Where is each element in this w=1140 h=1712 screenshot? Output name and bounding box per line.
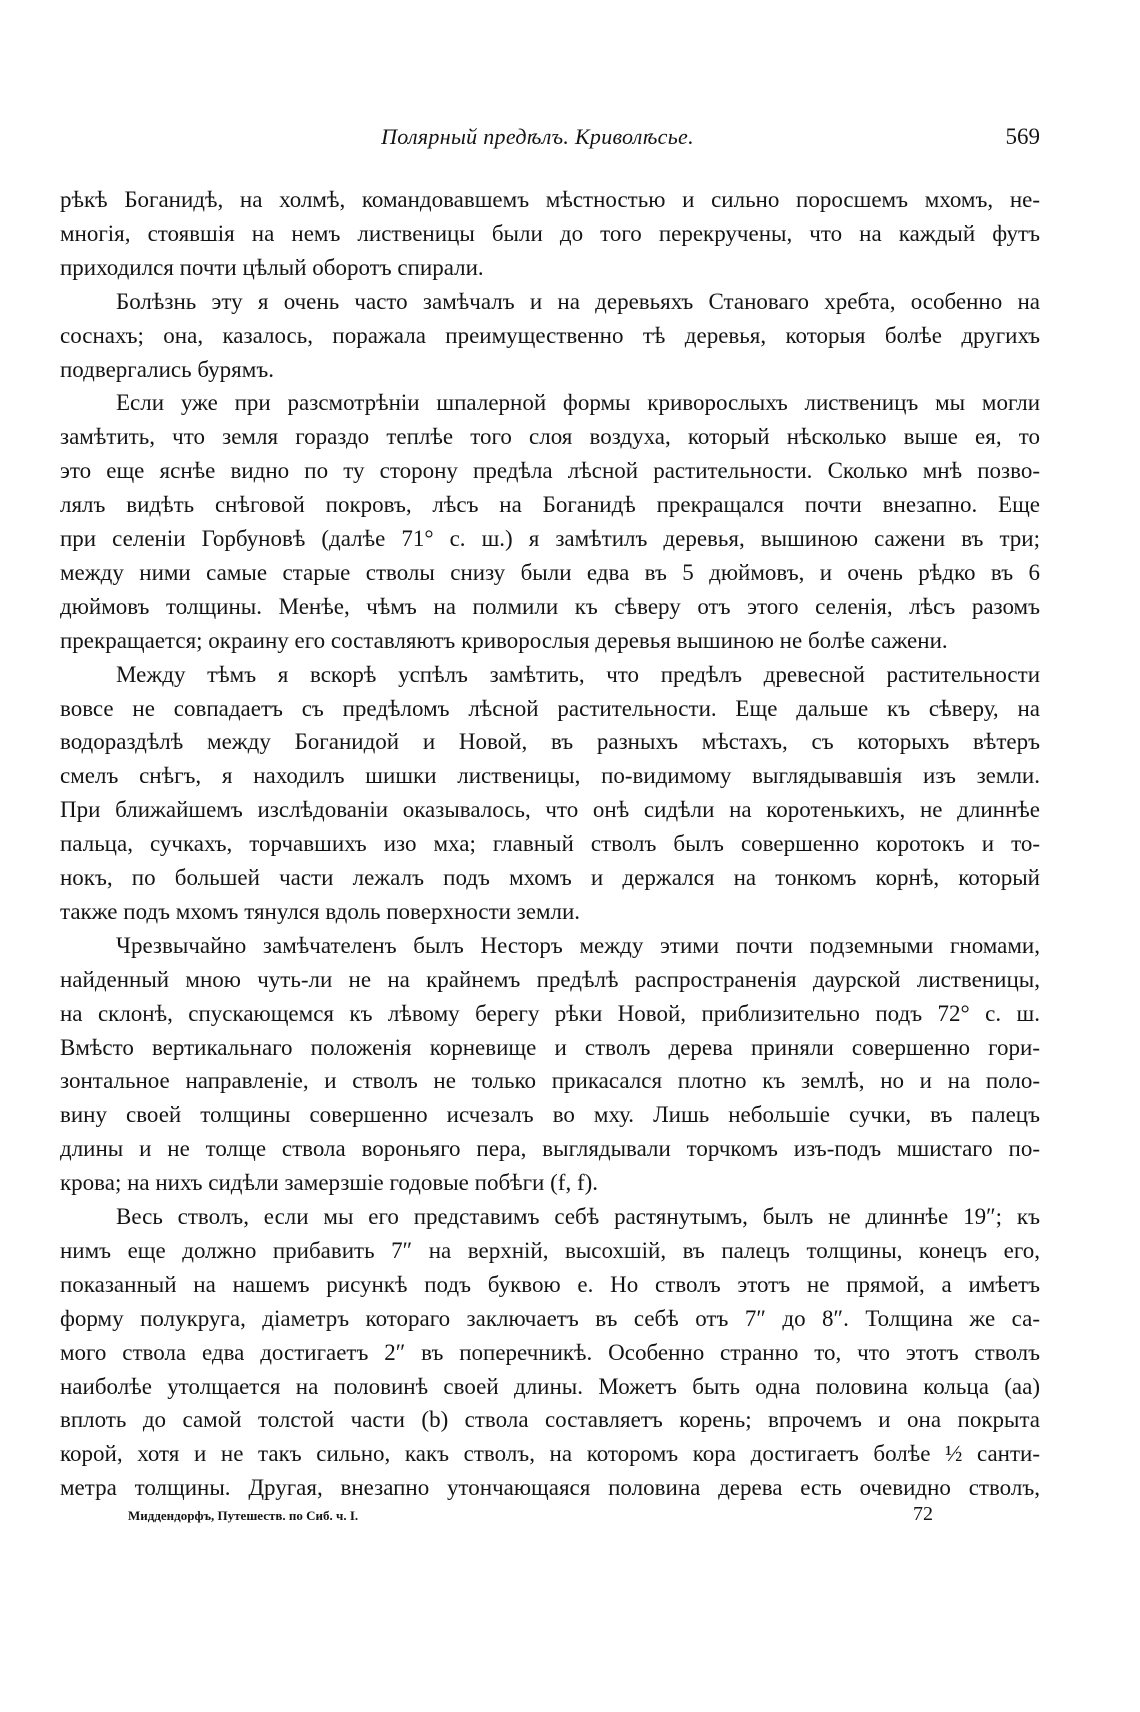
text-line: также подъ мхомъ тянулся вдоль поверхности земли. [60, 898, 581, 924]
footer-sheet-number: 72 [913, 1503, 933, 1525]
text-line: при селеніи Горбуновѣ (далѣе 71° с. ш.) я замѣтилъ деревья, вышиною сажени въ три; [60, 526, 1040, 551]
running-head: Полярный предѣлъ. Криволѣсье. [381, 124, 694, 149]
text-line: лялъ видѣть снѣговой покровъ, лѣсъ на Боганидѣ прекращался почти внезапно. Еще [60, 492, 1040, 518]
text-line: многія, стоявшія на немъ лиственицы были до того перекручены, что на каждый футъ [60, 220, 1040, 246]
text-line: Весь стволъ, если мы его представимъ себѣ растянутымъ, былъ не длиннѣе 19″; къ [116, 1204, 1040, 1229]
text-line: рѣкѣ Боганидѣ, на холмѣ, командовавшемъ мѣстностью и сильно поросшемъ мхомъ, не- [60, 187, 1040, 212]
text-line: подвергались бурямъ. [60, 356, 274, 382]
text-line: При ближайшемъ изслѣдованіи оказывалось, что онѣ сидѣли на коротенькихъ, не длиннѣе [60, 797, 1040, 823]
text-line: длины и не толще ствола вороньяго пера, выглядывали торчкомъ изъ-подъ мшистаго по- [60, 1136, 1040, 1162]
text-line: Чрезвычайно замѣчателенъ былъ Несторъ между этими почти подземными гномами, [116, 932, 1040, 958]
text-line: соснахъ; она, казалось, поражала преимущественно тѣ деревья, которыя болѣе другихъ [60, 322, 1040, 348]
text-line: приходился почти цѣлый оборотъ спирали. [60, 254, 484, 280]
text-line: Если уже при разсмотрѣніи шпалерной формы криворослыхъ лиственицъ мы могли [116, 390, 1040, 416]
text-line: это еще яснѣе видно по ту сторону предѣла лѣсной растительности. Сколько мнѣ позво- [60, 458, 1040, 484]
page-number: 569 [1005, 124, 1040, 149]
text-line: Между тѣмъ я вскорѣ успѣлъ замѣтить, что предѣлъ древесной растительности [116, 661, 1040, 687]
text-line: показанный на нашемъ рисункѣ подъ буквою e. Но стволъ этотъ не прямой, а имѣетъ [60, 1271, 1040, 1297]
text-line: прекращается; окраину его составляютъ криворослыя деревья вышиною не болѣе сажени. [60, 627, 948, 653]
text-line: крова; на нихъ сидѣли замерзшіе годовые побѣги (f, f). [60, 1170, 599, 1196]
text-line: смелъ снѣгъ, я находилъ шишки лиственицы, по-видимому выглядывавшія изъ земли. [60, 763, 1040, 789]
text-line: дюймовъ толщины. Менѣе, чѣмъ на полмили къ сѣверу отъ этого селенія, лѣсъ разомъ [60, 593, 1040, 619]
text-line: пальца, сучкахъ, торчавшихъ изо мха; главный стволъ былъ совершенно коротокъ и то- [60, 831, 1040, 857]
text-line: замѣтить, что земля гораздо теплѣе того слоя воздуха, который нѣсколько выше ея, то [60, 424, 1040, 450]
text-line: водораздѣлѣ между Боганидой и Новой, въ разныхъ мѣстахъ, съ которыхъ вѣтеръ [60, 729, 1040, 755]
text-line: между ними самые старые стволы снизу были едва въ 5 дюймовъ, и очень рѣдко въ 6 [60, 559, 1040, 585]
text-line: найденный мною чуть-ли не на крайнемъ предѣлѣ распространенія даурской лиственицы, [60, 966, 1040, 992]
text-line: мого ствола едва достигаетъ 2″ въ поперечникѣ. Особенно странно то, что этотъ стволъ [60, 1339, 1040, 1365]
text-line: корой, хотя и не такъ сильно, какъ стволъ, на которомъ кора достигаетъ болѣе ½ санти- [60, 1441, 1040, 1467]
text-line: форму полукруга, діаметръ котораго заключаетъ въ себѣ отъ 7″ до 8″. Толщина же са- [60, 1305, 1040, 1331]
text-line: зонтальное направленіе, и стволъ не только прикасался плотно къ землѣ, но и на поло- [60, 1068, 1040, 1094]
text-line: метра толщины. Другая, внезапно утончающаяся половина дерева есть очевидно стволъ, [60, 1475, 1040, 1501]
text-line: на склонѣ, спускающемся къ лѣвому берегу рѣки Новой, приблизительно подъ 72° с. ш. [60, 1000, 1040, 1026]
footer-signature: Миддендорфъ, Путешеств. по Сиб. ч. I. [128, 1508, 359, 1523]
text-line: наиболѣе утолщается на половинѣ своей длины. Можетъ быть одна половина кольца (aa) [60, 1373, 1040, 1399]
text-line: вину своей толщины совершенно исчезалъ во мху. Лишь небольшіе сучки, въ палецъ [60, 1102, 1040, 1128]
text-line: вплоть до самой толстой части (b) ствола составляетъ корень; впрочемъ и она покрыта [60, 1407, 1040, 1433]
text-line: вовсе не совпадаетъ съ предѣломъ лѣсной растительности. Еще дальше къ сѣверу, на [60, 695, 1040, 721]
text-line: Вмѣсто вертикальнаго положенія корневище и стволъ дерева приняли совершенно гори- [60, 1034, 1040, 1060]
text-line: нимъ еще должно прибавить 7″ на верхній, высохшій, въ палецъ толщины, конецъ его, [60, 1237, 1040, 1263]
text-line: нокъ, по большей части лежалъ подъ мхомъ и держался на тонкомъ корнѣ, который [60, 865, 1040, 890]
text-line: Болѣзнь эту я очень часто замѣчалъ и на деревьяхъ Становаго хребта, особенно на [116, 288, 1040, 314]
